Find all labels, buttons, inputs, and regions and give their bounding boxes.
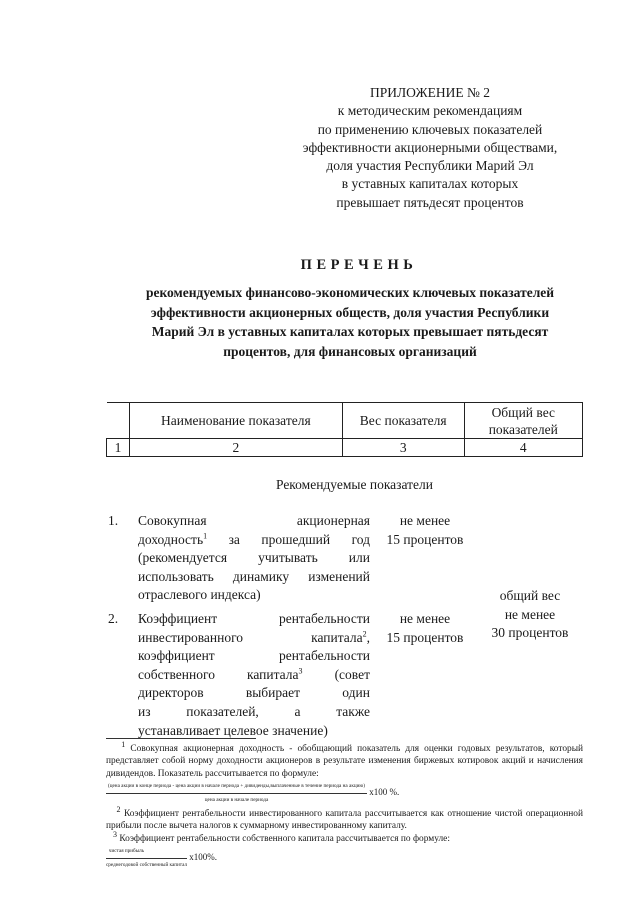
footnote-text: Коэффициент рентабельности инвестированного капитала рассчитывается как отношение чистой операционной прибыли после вычета налогов к суммарному инвестированному капиталу.	[106, 809, 584, 832]
document-title: ПЕРЕЧЕНЬ	[300, 257, 418, 273]
annex-line: к методическим рекомендациям	[337, 103, 523, 119]
footnotes	[106, 739, 584, 871]
item-line: коэффициент рентабельности	[138, 648, 370, 664]
footnote-3	[106, 829, 583, 845]
item-line	[138, 531, 370, 550]
footnote-ref: 2	[362, 629, 367, 639]
item-line: отраслевого индекса)	[138, 587, 261, 603]
weight-line: 15 процентов	[386, 531, 464, 547]
annex-line: эффективности акционерными обществами,	[302, 139, 558, 155]
item-text	[138, 512, 370, 605]
footnote-ref: 1	[203, 531, 208, 541]
formula-tail: x100%.	[189, 852, 218, 863]
item-line: использовать динамику изменений	[138, 568, 370, 584]
item-fragment: собственного капитала	[138, 666, 299, 682]
annex-line: ПРИЛОЖЕНИЕ № 2	[369, 85, 491, 100]
total-line: общий вес	[499, 588, 561, 603]
total-line: 30 процентов	[491, 625, 569, 641]
formula-fraction	[106, 845, 187, 871]
item-fragment: доходность	[138, 531, 204, 547]
item-line: директоров выбирает один	[138, 685, 370, 701]
item-weight-1	[375, 512, 475, 549]
footnote-ref: 3	[298, 666, 303, 676]
weight-line: не менее	[399, 513, 451, 528]
item-text	[138, 610, 370, 740]
indicator-item-1	[108, 512, 370, 605]
annex-line: в уставных капиталах которых	[341, 176, 519, 192]
item-fragment: инвестированного капитала	[138, 629, 363, 645]
item-number: 2.	[108, 611, 119, 626]
subtitle-line: Марий Эл в уставных капиталах которых превышает пятьдесят	[151, 324, 549, 339]
header-total: Общий вес показателей	[464, 403, 582, 439]
section-title: Рекомендуемые показатели	[275, 477, 433, 492]
item-line: Коэффициент рентабельности	[138, 611, 370, 626]
footnote-text: Совокупная акционерная доходность - обобщающий показатель для оценки годовых результатов, который представляет собой норму доходности акционеров в результате изменения биржевых котировок акций и начисления дивидендов. Показатель рассчитывается по формуле:	[106, 744, 584, 779]
total-weight	[475, 587, 585, 643]
item-weight-2	[375, 610, 475, 647]
item-line	[138, 666, 370, 685]
formula-denominator: цена акции в начале периода	[204, 796, 269, 803]
weight-line: 15 процентов	[386, 629, 464, 645]
footnote-mark: 2	[116, 804, 121, 814]
footnote-3-formula	[106, 845, 583, 871]
document-subtitle	[115, 283, 585, 361]
footnote-mark: 1	[121, 739, 126, 749]
formula-numerator: (цена акции в конце периода - цена акции в начале периода + дивиденды,выплаченные в течение периода на акцию)	[106, 780, 367, 793]
column-number: 1	[107, 439, 130, 457]
formula-tail: x100 %.	[369, 787, 400, 798]
column-number: 2	[129, 439, 342, 457]
annex-line: доля участия Республики Марий Эл	[326, 158, 534, 174]
header-weight: Вес показателя	[342, 403, 464, 439]
formula-denominator: среднегодовой собственный капитал	[106, 861, 188, 868]
item-line: (рекомендуется учитывать или	[138, 550, 370, 566]
header-name: Наименование показателя	[129, 403, 342, 439]
item-line: Совокупная акционерная	[138, 513, 370, 528]
column-number: 3	[342, 439, 464, 457]
item-fragment: за прошедший год	[207, 531, 370, 547]
annex-line: превышает пятьдесят процентов	[336, 194, 524, 210]
formula-fraction	[106, 780, 367, 806]
subtitle-line: рекомендуемых финансово-экономических ключевых показателей	[145, 285, 555, 300]
subtitle-line: процентов, для финансовых организаций	[223, 343, 477, 359]
item-number: 1.	[108, 513, 119, 528]
annex-header	[280, 84, 580, 212]
item-line: из показателей, а также	[138, 703, 370, 719]
total-line: не менее	[504, 606, 556, 622]
footnote-mark: 3	[113, 829, 118, 839]
footnote-1	[106, 739, 584, 780]
column-number: 4	[464, 439, 582, 457]
footnote-1-formula	[106, 780, 583, 806]
item-line	[138, 629, 370, 648]
subtitle-line: эффективности акционерных обществ, доля участия Республики	[150, 304, 550, 320]
footnote-separator	[106, 738, 256, 739]
formula-numerator: чистая прибыль	[106, 845, 187, 858]
item-fragment: ,	[366, 629, 370, 645]
table-header-cell	[107, 403, 130, 439]
item-fragment: (совет	[302, 666, 370, 682]
weight-line: не менее	[399, 611, 451, 626]
indicator-item-2	[108, 610, 370, 740]
item-line: устанавливает целевое значение)	[138, 722, 328, 738]
footnote-text: Коэффициент рентабельности собственного капитала рассчитывается по формуле:	[119, 833, 450, 844]
footnote-2	[106, 804, 584, 833]
indicator-table-header	[106, 402, 583, 457]
annex-line: по применению ключевых показателей	[317, 121, 543, 137]
